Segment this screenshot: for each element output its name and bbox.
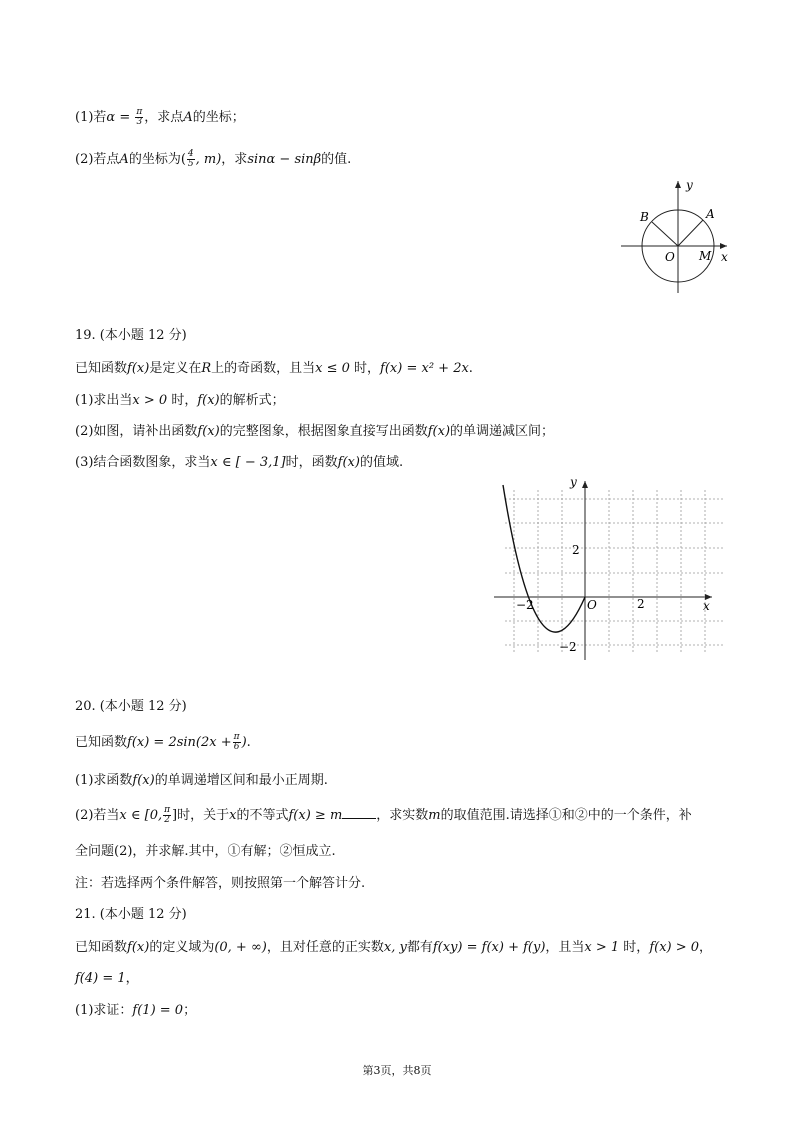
q20-part1: (1)求函数f(x)的单调递增区间和最小正周期. <box>75 773 328 788</box>
label-x: x <box>721 250 728 264</box>
tick-neg2-y: −2 <box>559 640 577 654</box>
q21-stem-continued: f(4) = 1， <box>75 971 139 986</box>
fraction: $\frac{\pi}{6}$ <box>233 732 240 752</box>
label-y: y <box>570 475 577 489</box>
x-arrow <box>720 243 727 249</box>
q19-header: 19. (本小题 12 分) <box>75 328 187 343</box>
label-O: O <box>587 598 597 612</box>
q21-header: 21. (本小题 12 分) <box>75 907 187 922</box>
label-x: x <box>703 599 710 613</box>
q19-part1: (1)求出当x > 0 时，f(x)的解析式； <box>75 393 285 408</box>
y-arrow <box>675 181 681 188</box>
fraction: $\frac{\pi}{2}$ <box>164 805 171 825</box>
q20-header: 20. (本小题 12 分) <box>75 699 187 714</box>
tick-2-x: 2 <box>637 597 645 611</box>
y-arrow <box>582 481 588 488</box>
label-B: B <box>640 210 649 224</box>
q19-stem: 已知函数f(x)是定义在R上的奇函数，且当x ≤ 0 时，f(x) = x² + 2x. <box>75 361 473 376</box>
q21-stem: 已知函数f(x)的定义域为(0, + ∞)，且对任意的正实数x, y都有f(xy) = f(x) + f(y)，且当x > 1 时，f(x) > 0， <box>75 940 713 955</box>
q21-part1: (1)求证：f(1) = 0； <box>75 1003 197 1018</box>
fraction: $\frac{4}{5}$ <box>187 149 194 169</box>
q18-part2: (2)若点A的坐标为( $\frac{4}{5}$ , m)，求sinα − sinβ的值. <box>75 149 352 169</box>
unit-circle-figure <box>615 175 735 295</box>
q20-stem: 已知函数f(x) = 2sin(2x + $\frac{\pi}{6}$ ). <box>75 732 251 752</box>
page-footer: 第3页，共8页 <box>362 1064 432 1077</box>
q18-part1: (1)若α = $\frac{\pi}{3}$ ，求点A的坐标； <box>75 107 245 127</box>
q20-part2-continued: 全问题(2)，并求解.其中，①有解；②恒成立. <box>75 844 336 859</box>
q19-part2: (2)如图，请补出函数f(x)的完整图象，根据图象直接写出函数f(x)的单调递减区间； <box>75 424 555 439</box>
grid <box>505 490 725 653</box>
function-graph <box>490 475 730 665</box>
answer-blank <box>342 806 376 819</box>
q19-part3: (3)结合函数图象，求当x ∈ [ − 3,1]时，函数f(x)的值域. <box>75 455 404 470</box>
label-y: y <box>686 178 693 192</box>
q20-note: 注：若选择两个条件解答，则按照第一个解答计分. <box>75 876 366 891</box>
fraction: $\frac{\pi}{3}$ <box>136 107 143 127</box>
tick-neg2-x: −2 <box>516 598 534 612</box>
tick-2-y: 2 <box>572 543 580 557</box>
q20-part2: (2)若当x ∈ [0, $\frac{\pi}{2}$ ]时，关于x的不等式f(x) ≥ m ，求实数m的取值范围.请选择①和②中的一个条件，补 <box>75 805 692 825</box>
label-A: A <box>706 207 715 221</box>
label-O: O <box>665 250 675 264</box>
label-M: M <box>699 249 712 263</box>
ray-OB <box>652 222 678 246</box>
ray-OA <box>678 220 703 246</box>
